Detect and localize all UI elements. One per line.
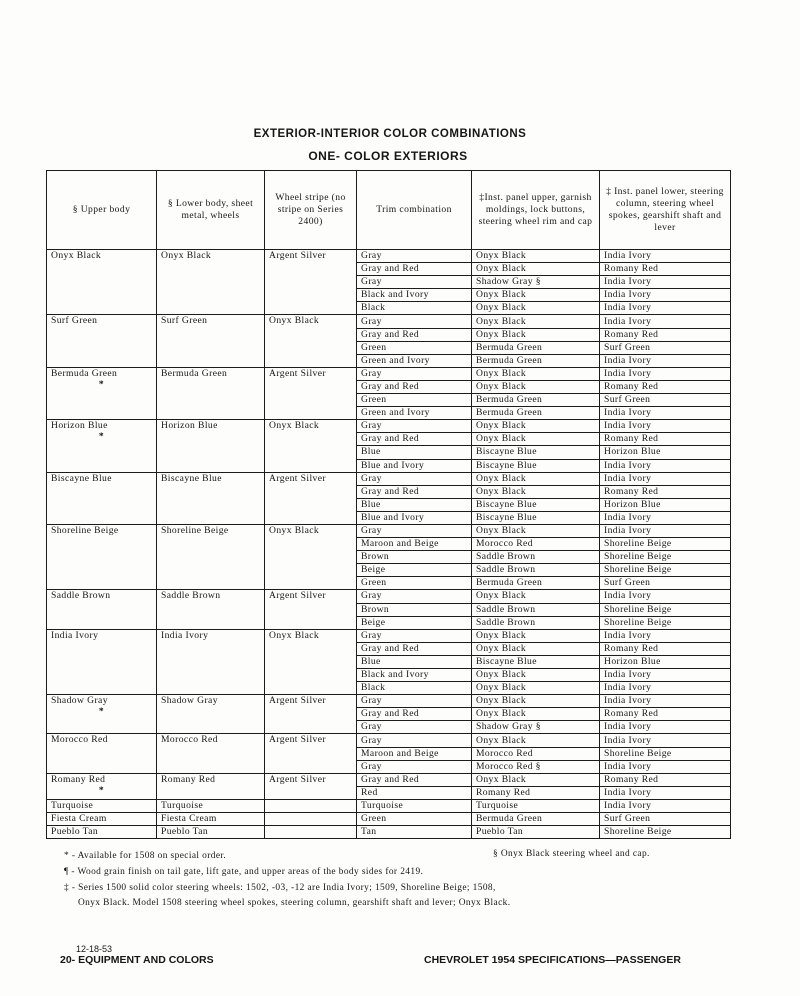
upper-body-color: Fiesta Cream: [51, 813, 107, 825]
inst-lower-cell: India Ivory: [600, 250, 731, 263]
header-upper-body: § Upper body: [47, 171, 157, 250]
lower-body-cell: Onyx Black: [157, 250, 265, 315]
inst-upper-cell: Onyx Black: [472, 328, 600, 341]
inst-lower-cell: Surf Green: [600, 577, 731, 590]
upper-body-color: Horizon Blue: [51, 420, 108, 432]
footnote-wood-grain: ¶ - Wood grain finish on tail gate, lift gate, and upper areas of the body sides for 2419.: [64, 867, 424, 877]
inst-upper-cell: Pueblo Tan: [472, 826, 600, 839]
trim-cell: Brown: [357, 551, 472, 564]
footnote-series-1: ‡ - Series 1500 solid color steering wheels: 1502, -03, -12 are India Ivory; 1509, Shoreline Beige; 1508,: [64, 883, 496, 893]
trim-cell: Gray and Red: [357, 380, 472, 393]
inst-upper-cell: Onyx Black: [472, 289, 600, 302]
table-row: [47, 250, 731, 263]
header-inst-lower: ‡ Inst. panel lower, steering column, steering wheel spokes, gearshift shaft and lever: [600, 171, 731, 250]
trim-cell: Gray: [357, 590, 472, 603]
trim-cell: Brown: [357, 603, 472, 616]
upper-body-cell: [47, 367, 157, 419]
inst-upper-cell: Morocco Red: [472, 747, 600, 760]
lower-body-cell: Horizon Blue: [157, 420, 265, 472]
inst-lower-cell: Romany Red: [600, 433, 731, 446]
upper-body-cell: [47, 826, 157, 839]
inst-lower-cell: Surf Green: [600, 341, 731, 354]
upper-body-cell: [47, 799, 157, 812]
footer-section-title: 20- EQUIPMENT AND COLORS: [60, 954, 214, 966]
header-row: [47, 171, 731, 250]
table-row: [47, 826, 731, 839]
header-inst-upper: ‡Inst. panel upper, garnish moldings, lock buttons, steering wheel rim and cap: [472, 171, 600, 250]
trim-cell: Gray: [357, 721, 472, 734]
inst-upper-cell: Bermuda Green: [472, 577, 600, 590]
inst-upper-cell: Biscayne Blue: [472, 511, 600, 524]
inst-upper-cell: Turquoise: [472, 799, 600, 812]
table-row: [47, 629, 731, 642]
trim-cell: Gray and Red: [357, 708, 472, 721]
inst-upper-cell: Saddle Brown: [472, 551, 600, 564]
inst-lower-cell: India Ivory: [600, 799, 731, 812]
special-order-mark: *: [98, 431, 105, 443]
lower-body-cell: Biscayne Blue: [157, 472, 265, 524]
special-order-mark: *: [98, 378, 105, 390]
trim-cell: Black: [357, 682, 472, 695]
inst-upper-cell: Biscayne Blue: [472, 446, 600, 459]
inst-lower-cell: India Ivory: [600, 590, 731, 603]
inst-upper-cell: Bermuda Green: [472, 394, 600, 407]
inst-upper-cell: Onyx Black: [472, 472, 600, 485]
inst-upper-cell: Onyx Black: [472, 773, 600, 786]
upper-body-color: Shoreline Beige: [51, 524, 119, 536]
lower-body-cell: Turquoise: [157, 799, 265, 812]
trim-cell: Gray: [357, 276, 472, 289]
inst-lower-cell: India Ivory: [600, 367, 731, 380]
lower-body-cell: Romany Red: [157, 773, 265, 799]
inst-upper-cell: Onyx Black: [472, 682, 600, 695]
trim-cell: Beige: [357, 616, 472, 629]
inst-lower-cell: India Ivory: [600, 669, 731, 682]
trim-cell: Blue and Ivory: [357, 459, 472, 472]
upper-body-cell: [47, 472, 157, 524]
inst-upper-cell: Saddle Brown: [472, 603, 600, 616]
header-trim: Trim combination: [357, 171, 472, 250]
upper-body-cell: [47, 734, 157, 773]
wheel-stripe-cell: Onyx Black: [265, 629, 357, 694]
header-wheel-stripe: Wheel stripe (no stripe on Series 2400): [265, 171, 357, 250]
wheel-stripe-cell: Onyx Black: [265, 524, 357, 589]
footer-spec-title: CHEVROLET 1954 SPECIFICATIONS—PASSENGER: [424, 954, 681, 966]
trim-cell: Gray and Red: [357, 263, 472, 276]
inst-lower-cell: India Ivory: [600, 760, 731, 773]
inst-lower-cell: India Ivory: [600, 786, 731, 799]
upper-body-cell: [47, 524, 157, 589]
inst-upper-cell: Biscayne Blue: [472, 498, 600, 511]
wheel-stripe-cell: Argent Silver: [265, 590, 357, 629]
trim-cell: Gray: [357, 695, 472, 708]
inst-upper-cell: Onyx Black: [472, 695, 600, 708]
wheel-stripe-cell: Argent Silver: [265, 734, 357, 773]
upper-body-cell: [47, 773, 157, 799]
inst-upper-cell: Onyx Black: [472, 629, 600, 642]
inst-lower-cell: India Ivory: [600, 354, 731, 367]
upper-body-color: Turquoise: [51, 799, 94, 811]
trim-cell: Gray: [357, 629, 472, 642]
upper-body-cell: [47, 695, 157, 734]
trim-cell: Gray: [357, 760, 472, 773]
wheel-stripe-cell: Onyx Black: [265, 315, 357, 367]
table-row: [47, 799, 731, 812]
inst-lower-cell: Romany Red: [600, 773, 731, 786]
inst-lower-cell: Shoreline Beige: [600, 747, 731, 760]
upper-body-color: Pueblo Tan: [51, 826, 99, 838]
inst-upper-cell: Onyx Black: [472, 524, 600, 537]
inst-upper-cell: Onyx Black: [472, 263, 600, 276]
upper-body-color: Romany Red: [51, 773, 106, 785]
upper-body-cell: [47, 420, 157, 472]
inst-lower-cell: Horizon Blue: [600, 498, 731, 511]
inst-lower-cell: India Ivory: [600, 734, 731, 747]
header-lower-body: § Lower body, sheet metal, wheels: [157, 171, 265, 250]
table-row: [47, 315, 731, 328]
inst-upper-cell: Onyx Black: [472, 708, 600, 721]
inst-upper-cell: Romany Red: [472, 786, 600, 799]
lower-body-cell: Surf Green: [157, 315, 265, 367]
inst-lower-cell: Romany Red: [600, 708, 731, 721]
wheel-stripe-cell: Argent Silver: [265, 250, 357, 315]
inst-upper-cell: Onyx Black: [472, 420, 600, 433]
table-row: [47, 773, 731, 786]
inst-lower-cell: India Ivory: [600, 695, 731, 708]
trim-cell: Maroon and Beige: [357, 538, 472, 551]
inst-upper-cell: Onyx Black: [472, 250, 600, 263]
inst-lower-cell: Romany Red: [600, 328, 731, 341]
lower-body-cell: Shadow Gray: [157, 695, 265, 734]
trim-cell: Black and Ivory: [357, 289, 472, 302]
inst-lower-cell: Romany Red: [600, 263, 731, 276]
trim-cell: Blue: [357, 446, 472, 459]
trim-cell: Red: [357, 786, 472, 799]
inst-upper-cell: Onyx Black: [472, 590, 600, 603]
upper-body-color: Biscayne Blue: [51, 472, 112, 484]
wheel-stripe-cell: [265, 826, 357, 839]
trim-cell: Maroon and Beige: [357, 747, 472, 760]
inst-upper-cell: Onyx Black: [472, 367, 600, 380]
inst-lower-cell: Shoreline Beige: [600, 826, 731, 839]
inst-lower-cell: India Ivory: [600, 315, 731, 328]
lower-body-cell: Shoreline Beige: [157, 524, 265, 589]
upper-body-cell: [47, 813, 157, 826]
inst-upper-cell: Shadow Gray §: [472, 276, 600, 289]
color-combinations-table: [46, 170, 731, 839]
wheel-stripe-cell: Argent Silver: [265, 695, 357, 734]
table-row: [47, 734, 731, 747]
trim-cell: Green: [357, 394, 472, 407]
lower-body-cell: Saddle Brown: [157, 590, 265, 629]
upper-body-color: Onyx Black: [51, 250, 102, 261]
table-row: [47, 472, 731, 485]
page-date: 12-18-53: [76, 944, 113, 954]
inst-upper-cell: Bermuda Green: [472, 407, 600, 420]
upper-body-color: India Ivory: [51, 629, 99, 641]
inst-upper-cell: Biscayne Blue: [472, 655, 600, 668]
upper-body-cell: [47, 590, 157, 629]
inst-lower-cell: Romany Red: [600, 380, 731, 393]
inst-upper-cell: Onyx Black: [472, 302, 600, 315]
trim-cell: Gray: [357, 315, 472, 328]
trim-cell: Blue and Ivory: [357, 511, 472, 524]
inst-upper-cell: Bermuda Green: [472, 813, 600, 826]
trim-cell: Green and Ivory: [357, 407, 472, 420]
trim-cell: Gray: [357, 250, 472, 263]
wheel-stripe-cell: Argent Silver: [265, 367, 357, 419]
inst-lower-cell: Romany Red: [600, 485, 731, 498]
footnote-star: * - Available for 1508 on special order.: [64, 851, 227, 861]
inst-lower-cell: India Ivory: [600, 682, 731, 695]
special-order-mark: *: [98, 706, 105, 718]
trim-cell: Green: [357, 813, 472, 826]
trim-cell: Gray and Red: [357, 485, 472, 498]
page-subtitle: ONE- COLOR EXTERIORS: [308, 149, 468, 163]
wheel-stripe-cell: [265, 813, 357, 826]
page-title: EXTERIOR-INTERIOR COLOR COMBINATIONS: [253, 128, 527, 140]
inst-lower-cell: Shoreline Beige: [600, 538, 731, 551]
inst-lower-cell: Surf Green: [600, 394, 731, 407]
trim-cell: Green and Ivory: [357, 354, 472, 367]
upper-body-cell: [47, 315, 157, 367]
inst-upper-cell: Bermuda Green: [472, 341, 600, 354]
wheel-stripe-cell: Onyx Black: [265, 420, 357, 472]
special-order-mark: *: [98, 784, 105, 796]
trim-cell: Green: [357, 341, 472, 354]
inst-upper-cell: Onyx Black: [472, 642, 600, 655]
inst-upper-cell: Morocco Red: [472, 538, 600, 551]
trim-cell: Turquoise: [357, 799, 472, 812]
trim-cell: Gray and Red: [357, 328, 472, 341]
inst-lower-cell: Surf Green: [600, 813, 731, 826]
table-row: [47, 590, 731, 603]
inst-lower-cell: India Ivory: [600, 276, 731, 289]
upper-body-color: Saddle Brown: [51, 590, 111, 602]
inst-lower-cell: India Ivory: [600, 524, 731, 537]
lower-body-cell: Pueblo Tan: [157, 826, 265, 839]
upper-body-cell: [47, 250, 157, 315]
trim-cell: Gray and Red: [357, 433, 472, 446]
table-row: [47, 524, 731, 537]
inst-lower-cell: India Ivory: [600, 420, 731, 433]
inst-upper-cell: Onyx Black: [472, 433, 600, 446]
inst-lower-cell: Romany Red: [600, 642, 731, 655]
trim-cell: Blue: [357, 655, 472, 668]
inst-lower-cell: India Ivory: [600, 459, 731, 472]
inst-upper-cell: Onyx Black: [472, 485, 600, 498]
inst-upper-cell: Biscayne Blue: [472, 459, 600, 472]
table-row: [47, 813, 731, 826]
inst-lower-cell: Shoreline Beige: [600, 564, 731, 577]
inst-upper-cell: Onyx Black: [472, 669, 600, 682]
trim-cell: Gray: [357, 524, 472, 537]
inst-lower-cell: Shoreline Beige: [600, 603, 731, 616]
wheel-stripe-cell: Argent Silver: [265, 773, 357, 799]
trim-cell: Gray: [357, 734, 472, 747]
inst-upper-cell: Shadow Gray §: [472, 721, 600, 734]
trim-cell: Black and Ivory: [357, 669, 472, 682]
wheel-stripe-cell: Argent Silver: [265, 472, 357, 524]
trim-cell: Beige: [357, 564, 472, 577]
lower-body-cell: Morocco Red: [157, 734, 265, 773]
inst-lower-cell: India Ivory: [600, 289, 731, 302]
trim-cell: Blue: [357, 498, 472, 511]
inst-lower-cell: India Ivory: [600, 407, 731, 420]
inst-lower-cell: India Ivory: [600, 511, 731, 524]
upper-body-color: Bermuda Green: [51, 367, 118, 379]
inst-upper-cell: Morocco Red §: [472, 760, 600, 773]
lower-body-cell: India Ivory: [157, 629, 265, 694]
inst-upper-cell: Saddle Brown: [472, 564, 600, 577]
trim-cell: Tan: [357, 826, 472, 839]
inst-upper-cell: Bermuda Green: [472, 354, 600, 367]
trim-cell: Gray and Red: [357, 642, 472, 655]
upper-body-color: Shadow Gray: [51, 695, 108, 707]
inst-lower-cell: Shoreline Beige: [600, 551, 731, 564]
trim-cell: Gray: [357, 367, 472, 380]
inst-upper-cell: Onyx Black: [472, 734, 600, 747]
upper-body-color: Surf Green: [51, 315, 98, 327]
lower-body-cell: Bermuda Green: [157, 367, 265, 419]
upper-body-cell: [47, 629, 157, 694]
table-row: [47, 695, 731, 708]
wheel-stripe-cell: [265, 799, 357, 812]
inst-upper-cell: Saddle Brown: [472, 616, 600, 629]
trim-cell: Gray: [357, 420, 472, 433]
inst-upper-cell: Onyx Black: [472, 315, 600, 328]
inst-lower-cell: India Ivory: [600, 629, 731, 642]
inst-lower-cell: Horizon Blue: [600, 446, 731, 459]
footnote-section: § Onyx Black steering wheel and cap.: [493, 849, 650, 859]
inst-lower-cell: India Ivory: [600, 302, 731, 315]
trim-cell: Gray and Red: [357, 773, 472, 786]
inst-lower-cell: India Ivory: [600, 472, 731, 485]
table-row: [47, 367, 731, 380]
trim-cell: Gray: [357, 472, 472, 485]
trim-cell: Black: [357, 302, 472, 315]
inst-lower-cell: India Ivory: [600, 721, 731, 734]
table-row: [47, 420, 731, 433]
inst-lower-cell: Shoreline Beige: [600, 616, 731, 629]
footnote-series-2: Onyx Black. Model 1508 steering wheel spokes, steering column, gearshift shaft and lever; Onyx Black.: [78, 898, 511, 908]
trim-cell: Green: [357, 577, 472, 590]
lower-body-cell: Fiesta Cream: [157, 813, 265, 826]
inst-lower-cell: Horizon Blue: [600, 655, 731, 668]
inst-upper-cell: Onyx Black: [472, 380, 600, 393]
upper-body-color: Morocco Red: [51, 734, 108, 746]
